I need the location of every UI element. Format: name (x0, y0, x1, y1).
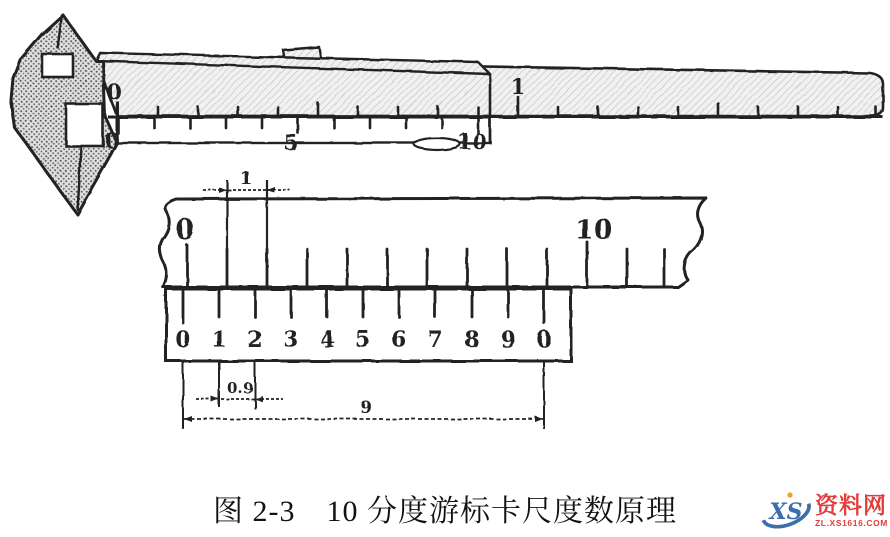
vernier-numeral: 1 (211, 327, 227, 353)
caliper-main-one-label: 1 (510, 74, 526, 99)
caliper-thumb-grip (414, 138, 460, 150)
vernier-numeral: 4 (319, 327, 335, 353)
vernier-numeral: 5 (355, 327, 371, 353)
watermark (760, 488, 888, 534)
caliper-jaw-window (66, 104, 103, 146)
vernier-numeral: 3 (283, 327, 299, 353)
logo-letters: XS (769, 499, 803, 525)
vernier-numeral: 7 (427, 327, 443, 353)
vernier-numeral: 0 (536, 327, 552, 353)
division-dim-label: 0.9 (226, 379, 254, 397)
caliper-upper-jaw-notch (42, 54, 73, 77)
watermark-site-name: 资料网 (815, 492, 887, 519)
magnified-scales-diagram (160, 168, 706, 429)
vernier-numeral: 9 (500, 327, 516, 353)
caliper-main-zero-label: 0 (106, 79, 122, 104)
figure-caption: 图 2-3 10 分度游标卡尺度数原理 (213, 495, 677, 528)
magnified-main-scale-strip (160, 198, 706, 287)
caliper-vernier-five-label: 5 (283, 130, 299, 155)
magnified-unit-dim-label: 1 (239, 168, 253, 189)
magnified-main-ten-label: 10 (575, 215, 613, 246)
vernier-numeral: 2 (247, 327, 263, 353)
caliper-vernier-ten-label: 10 (457, 129, 487, 154)
vernier-numeral: 6 (391, 327, 407, 353)
caliper-vernier-zero-label: 0 (104, 128, 120, 153)
logo-dot (787, 492, 792, 497)
magnified-main-zero-label: 0 (175, 213, 195, 246)
span-dim-label: 9 (360, 398, 372, 418)
watermark-site-url: ZL.XS1616.COM (815, 518, 888, 529)
watermark-text-block (815, 494, 888, 528)
caliper-drawing (11, 15, 883, 214)
vernier-numeral: 8 (464, 327, 480, 353)
xs-logo-icon (760, 488, 814, 534)
vernier-numeral: 0 (175, 327, 191, 353)
